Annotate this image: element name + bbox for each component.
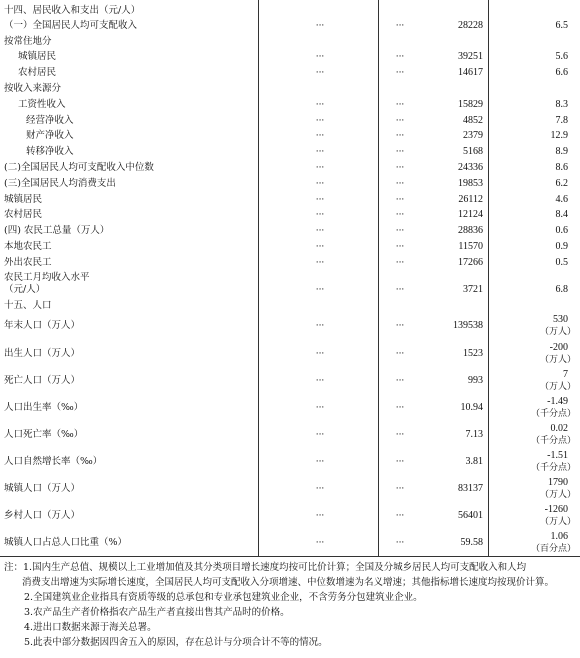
growth-cell: 0.6 bbox=[555, 225, 568, 236]
col1-placeholder: ··· bbox=[315, 116, 325, 126]
col2-placeholder: ··· bbox=[395, 131, 405, 141]
growth-cell: 530 bbox=[553, 314, 568, 325]
value-cell: 14617 bbox=[458, 67, 483, 78]
footnote-line: 4.进出口数据来源于海关总署。 bbox=[24, 622, 157, 633]
row-label: 农村居民 bbox=[4, 209, 43, 220]
col1-placeholder: ··· bbox=[315, 403, 325, 413]
column-divider bbox=[258, 0, 259, 556]
growth-cell: 1.06 bbox=[550, 531, 568, 542]
row-label: (三)全国居民人均消费支出 bbox=[4, 178, 116, 189]
growth-cell: 0.9 bbox=[555, 241, 568, 252]
footnote-line: 2.全国建筑业企业指具有资质等级的总承包和专业承包建筑业企业，不含劳务分包建筑业企业。 bbox=[24, 592, 423, 603]
col1-placeholder: ··· bbox=[315, 376, 325, 386]
value-cell: 24336 bbox=[458, 162, 483, 173]
col1-placeholder: ··· bbox=[315, 179, 325, 189]
growth-cell: 12.9 bbox=[550, 130, 568, 141]
col1-placeholder: ··· bbox=[315, 457, 325, 467]
growth-cell: 7.8 bbox=[555, 115, 568, 126]
column-divider bbox=[378, 0, 379, 556]
growth-cell: 8.6 bbox=[555, 162, 568, 173]
col2-placeholder: ··· bbox=[395, 163, 405, 173]
growth-cell: 8.3 bbox=[555, 99, 568, 110]
growth-cell: 6.8 bbox=[555, 284, 568, 295]
col1-placeholder: ··· bbox=[315, 195, 325, 205]
col2-placeholder: ··· bbox=[395, 430, 405, 440]
row-label: 十五、人口 bbox=[4, 300, 52, 311]
row-label: 城镇人口（万人） bbox=[4, 483, 81, 494]
col2-placeholder: ··· bbox=[395, 242, 405, 252]
col2-placeholder: ··· bbox=[395, 376, 405, 386]
col2-placeholder: ··· bbox=[395, 226, 405, 236]
col1-placeholder: ··· bbox=[315, 242, 325, 252]
col1-placeholder: ··· bbox=[315, 226, 325, 236]
col2-placeholder: ··· bbox=[395, 538, 405, 548]
value-cell: 7.13 bbox=[465, 429, 483, 440]
col1-placeholder: ··· bbox=[315, 131, 325, 141]
growth-cell: 0.5 bbox=[555, 257, 568, 268]
footnotes bbox=[4, 560, 578, 650]
row-label: （元/人） bbox=[4, 284, 46, 295]
growth-cell: 5.6 bbox=[555, 51, 568, 62]
row-label: 外出农民工 bbox=[4, 257, 52, 268]
col1-placeholder: ··· bbox=[315, 210, 325, 220]
value-cell: 28836 bbox=[458, 225, 483, 236]
value-cell: 2379 bbox=[463, 130, 483, 141]
growth-cell: 6.2 bbox=[555, 178, 568, 189]
col2-placeholder: ··· bbox=[395, 179, 405, 189]
col1-placeholder: ··· bbox=[315, 21, 325, 31]
row-label: 工资性收入 bbox=[18, 99, 66, 110]
growth-cell: 1790 bbox=[548, 477, 568, 488]
growth-cell: -1.51 bbox=[547, 450, 568, 461]
row-label: 人口出生率（‰） bbox=[4, 402, 84, 413]
growth-cell: -200 bbox=[549, 342, 568, 353]
growth-cell: -1260 bbox=[544, 504, 568, 515]
growth-cell: 6.5 bbox=[555, 20, 568, 31]
growth-cell: 8.9 bbox=[555, 146, 568, 157]
value-cell: 4852 bbox=[463, 115, 483, 126]
value-cell: 12124 bbox=[458, 209, 483, 220]
value-cell: 1523 bbox=[463, 348, 483, 359]
value-cell: 19853 bbox=[458, 178, 483, 189]
col1-placeholder: ··· bbox=[315, 258, 325, 268]
col1-placeholder: ··· bbox=[315, 163, 325, 173]
value-cell: 17266 bbox=[458, 257, 483, 268]
col2-placeholder: ··· bbox=[395, 100, 405, 110]
growth-cell: 0.02 bbox=[550, 423, 568, 434]
col2-placeholder: ··· bbox=[395, 52, 405, 62]
table-bottom-rule bbox=[0, 556, 580, 557]
col2-placeholder: ··· bbox=[395, 484, 405, 494]
growth-unit: （万人） bbox=[539, 517, 576, 527]
footnote-line: 消费支出增速为实际增长速度，全国居民人均可支配收入分项增速、中位数增速为名义增速；其他指标增长速度均按现价计算。 bbox=[22, 577, 555, 588]
col2-placeholder: ··· bbox=[395, 321, 405, 331]
col2-placeholder: ··· bbox=[395, 457, 405, 467]
col1-placeholder: ··· bbox=[315, 147, 325, 157]
row-label: 转移净收入 bbox=[26, 146, 74, 157]
col1-placeholder: ··· bbox=[315, 52, 325, 62]
row-label: 年末人口（万人） bbox=[4, 320, 81, 331]
value-cell: 11570 bbox=[458, 241, 483, 252]
row-label: 按常住地分 bbox=[4, 36, 52, 47]
growth-unit: （万人） bbox=[539, 327, 576, 337]
col2-placeholder: ··· bbox=[395, 195, 405, 205]
col2-placeholder: ··· bbox=[395, 349, 405, 359]
col1-placeholder: ··· bbox=[315, 349, 325, 359]
growth-cell: 8.4 bbox=[555, 209, 568, 220]
value-cell: 56401 bbox=[458, 510, 483, 521]
col1-placeholder: ··· bbox=[315, 68, 325, 78]
col1-placeholder: ··· bbox=[315, 511, 325, 521]
value-cell: 3.81 bbox=[465, 456, 483, 467]
value-cell: 28228 bbox=[458, 20, 483, 31]
col1-placeholder: ··· bbox=[315, 484, 325, 494]
row-label: 乡村人口（万人） bbox=[4, 510, 81, 521]
value-cell: 10.94 bbox=[460, 402, 483, 413]
row-label: 人口死亡率（‰） bbox=[4, 429, 84, 440]
col2-placeholder: ··· bbox=[395, 403, 405, 413]
value-cell: 83137 bbox=[458, 483, 483, 494]
footnote-line: 5.此表中部分数据因四舍五入的原因，存在总计与分项合计不等的情况。 bbox=[24, 637, 328, 648]
col2-placeholder: ··· bbox=[395, 285, 405, 295]
col2-placeholder: ··· bbox=[395, 511, 405, 521]
col1-placeholder: ··· bbox=[315, 285, 325, 295]
row-label: 死亡人口（万人） bbox=[4, 375, 81, 386]
row-label: 财产净收入 bbox=[26, 130, 74, 141]
col1-placeholder: ··· bbox=[315, 538, 325, 548]
row-label: 出生人口（万人） bbox=[4, 348, 81, 359]
growth-unit: （万人） bbox=[539, 355, 576, 365]
row-label: 按收入来源分 bbox=[4, 83, 62, 94]
footnote-line: 注：1.国内生产总值、规模以上工业增加值及其分类项目增长速度均按可比价计算；全国及分城乡居民人均可支配收入和人均 bbox=[4, 562, 527, 573]
value-cell: 59.58 bbox=[460, 537, 483, 548]
footnote-line: 3.农产品生产者价格指农产品生产者直接出售其产品时的价格。 bbox=[24, 607, 290, 618]
row-label: 城镇居民 bbox=[4, 194, 43, 205]
col2-placeholder: ··· bbox=[395, 116, 405, 126]
col2-placeholder: ··· bbox=[395, 258, 405, 268]
growth-unit: （千分点） bbox=[530, 463, 576, 473]
growth-unit: （万人） bbox=[539, 382, 576, 392]
col1-placeholder: ··· bbox=[315, 430, 325, 440]
row-label: 本地农民工 bbox=[4, 241, 52, 252]
value-cell: 15829 bbox=[458, 99, 483, 110]
col2-placeholder: ··· bbox=[395, 21, 405, 31]
value-cell: 993 bbox=[468, 375, 483, 386]
row-label: （一）全国居民人均可支配收入 bbox=[4, 20, 138, 31]
growth-unit: （千分点） bbox=[530, 436, 576, 446]
col2-placeholder: ··· bbox=[395, 68, 405, 78]
col2-placeholder: ··· bbox=[395, 210, 405, 220]
value-cell: 26112 bbox=[458, 194, 483, 205]
value-cell: 3721 bbox=[463, 284, 483, 295]
value-cell: 139538 bbox=[453, 320, 483, 331]
growth-unit: （千分点） bbox=[530, 409, 576, 419]
growth-unit: （万人） bbox=[539, 490, 576, 500]
growth-cell: 6.6 bbox=[555, 67, 568, 78]
row-label: 城镇居民 bbox=[18, 51, 57, 62]
row-label: 城镇人口占总人口比重（%） bbox=[4, 537, 128, 548]
growth-unit: （百分点） bbox=[530, 544, 576, 554]
growth-cell: 4.6 bbox=[555, 194, 568, 205]
col1-placeholder: ··· bbox=[315, 321, 325, 331]
row-label: (二)全国居民人均可支配收入中位数 bbox=[4, 162, 154, 173]
row-label: 农民工月均收入水平 bbox=[4, 272, 90, 283]
row-label: 经营净收入 bbox=[26, 115, 74, 126]
row-label: 人口自然增长率（‰） bbox=[4, 456, 103, 467]
growth-cell: 7 bbox=[563, 369, 568, 380]
value-cell: 5168 bbox=[463, 146, 483, 157]
growth-cell: -1.49 bbox=[547, 396, 568, 407]
col2-placeholder: ··· bbox=[395, 147, 405, 157]
row-label: 农村居民 bbox=[18, 67, 57, 78]
col1-placeholder: ··· bbox=[315, 100, 325, 110]
row-label: 十四、居民收入和支出（元/人） bbox=[4, 5, 141, 16]
value-cell: 39251 bbox=[458, 51, 483, 62]
row-label: (四) 农民工总量（万人） bbox=[4, 225, 110, 236]
